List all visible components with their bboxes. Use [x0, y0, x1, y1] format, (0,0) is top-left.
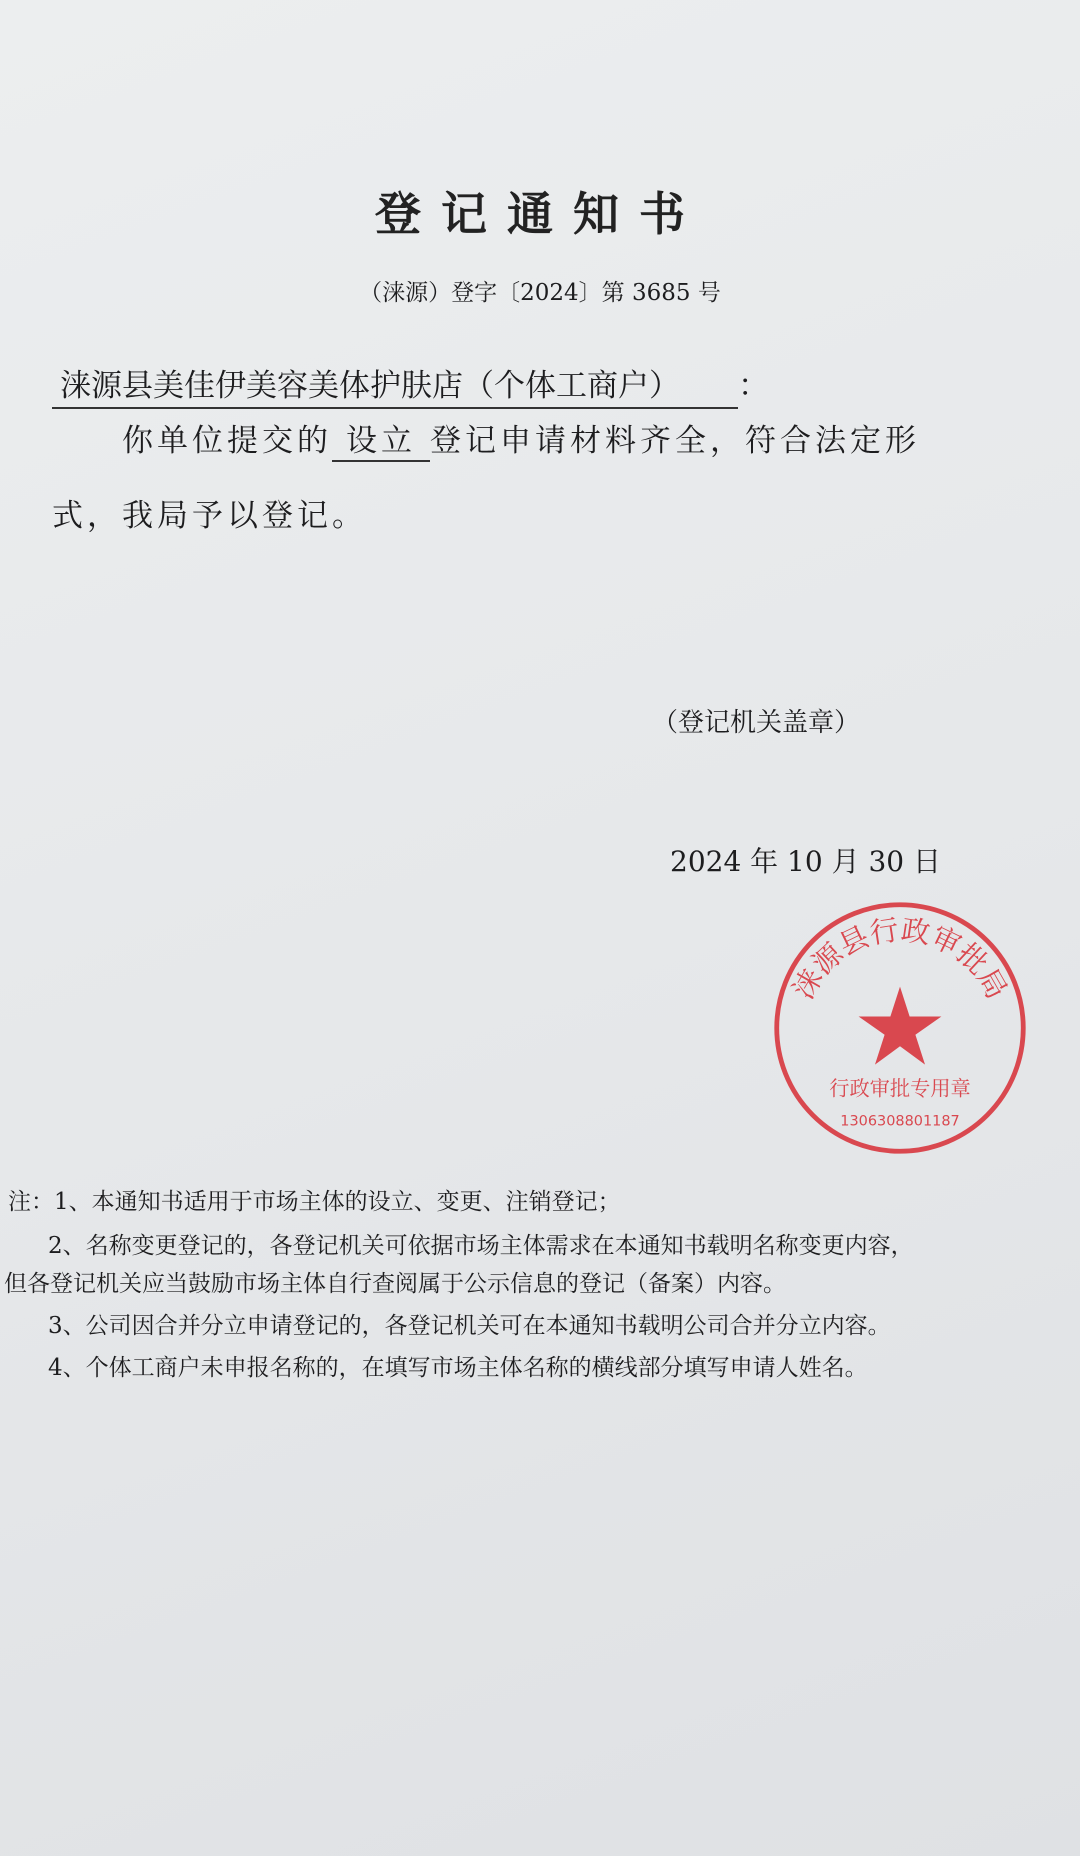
body-line-2: 式，我局予以登记。 [52, 498, 367, 534]
body-prefix: 你单位提交的 [122, 423, 332, 459]
seal-purpose-text: 行政审批专用章 [829, 1076, 971, 1101]
seal-code-text: 1306308801187 [840, 1113, 960, 1130]
registration-type: 设立 [332, 415, 430, 462]
addressee [52, 360, 769, 409]
document-title: 登记通知书 [375, 187, 705, 241]
seal-star-icon [859, 987, 942, 1065]
body-suffix: 登记申请材料齐全，符合法定形 [430, 423, 920, 459]
seal-label: （登记机关盖章） [652, 708, 861, 738]
addressee-colon: ： [738, 368, 769, 404]
note-1: 注：1、本通知书适用于市场主体的设立、变更、注销登记； [8, 1189, 621, 1215]
note-3: 3、公司因合并分立申请登记的，各登记机关可在本通知书载明公司合并分立内容。 [48, 1313, 891, 1339]
reference-number: （涞源）登字〔2024〕第 3685 号 [359, 280, 721, 306]
note-2-cont: 但各登记机关应当鼓励市场主体自行查阅属于公示信息的登记（备案）内容。 [4, 1271, 786, 1297]
body-line-1 [122, 415, 920, 462]
note-2: 2、名称变更登记的，各登记机关可依据市场主体需求在本通知书载明名称变更内容， [48, 1233, 914, 1259]
note-4: 4、个体工商户未申报名称的，在填写市场主体名称的横线部分填写申请人姓名。 [48, 1355, 868, 1381]
addressee-name: 涞源县美佳伊美容美体护肤店（个体工商户） [52, 360, 738, 409]
official-seal-stamp [770, 898, 1030, 1158]
seal-org-textpath: 涞源县行政审批局 [785, 912, 1015, 1005]
issue-date: 2024 年 10 月 30 日 [670, 845, 942, 878]
